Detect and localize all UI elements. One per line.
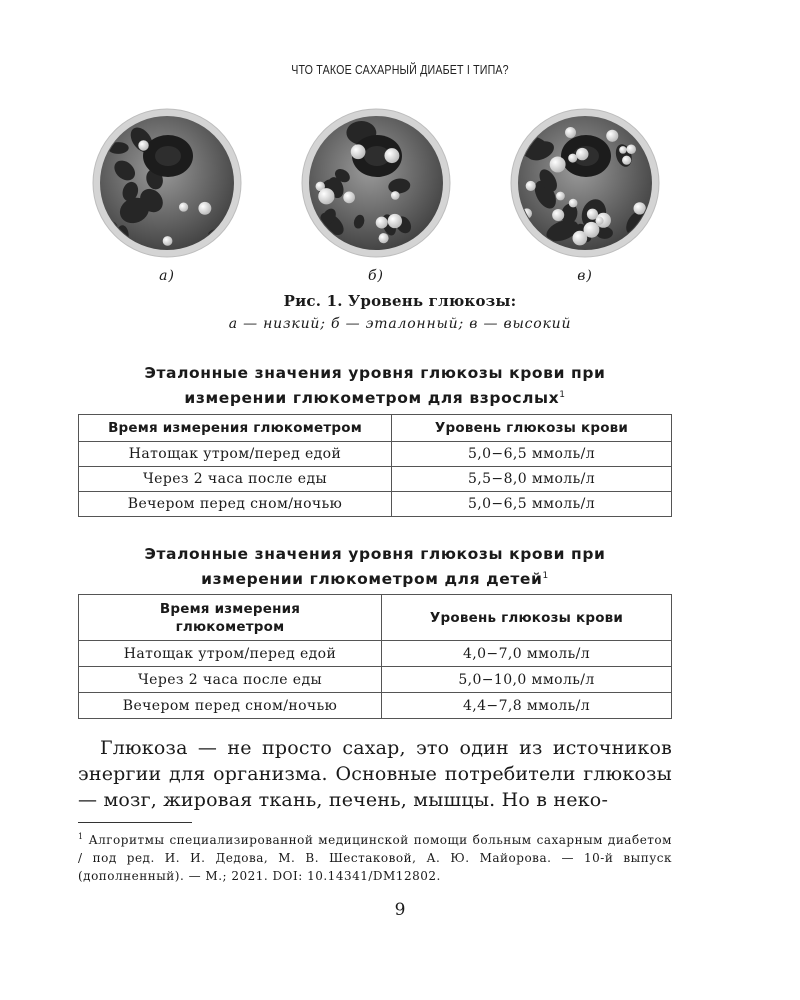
cell-time: Вечером перед сном/ночью: [79, 492, 392, 517]
table-children-title: [78, 543, 672, 590]
footnote-number: 1: [78, 832, 84, 841]
glucose-particle: [318, 188, 334, 204]
figure-high-glucose: [496, 108, 674, 258]
table-row: [79, 467, 672, 492]
cell-level: 4,4−7,8 ммоль/л: [382, 693, 672, 719]
glucose-particle: [619, 146, 626, 153]
glucose-particle: [550, 156, 566, 172]
table-header-row: [79, 595, 672, 641]
glucose-particle: [565, 127, 576, 138]
column-header-time: Время измерения глюкометром: [79, 415, 392, 442]
glucose-particle: [391, 191, 400, 200]
glucose-particle: [384, 148, 399, 163]
glucose-particle: [576, 148, 588, 160]
figure-label-b: б): [367, 268, 384, 284]
running-head: ЧТО ТАКОЕ САХАРНЫЙ ДИАБЕТ I ТИПА?: [291, 62, 509, 77]
table-row: [79, 492, 672, 517]
cell-time: Через 2 часа после еды: [79, 467, 392, 492]
table-adults: [78, 414, 672, 517]
glucose-particle: [343, 192, 355, 204]
figure-low-glucose: [78, 108, 256, 258]
figure-normal-glucose: [287, 108, 465, 258]
glucose-particle: [379, 233, 389, 243]
cell-level: 5,0−10,0 ммоль/л: [382, 667, 672, 693]
table-row: [79, 641, 672, 667]
table-header-row: [79, 415, 672, 442]
cell-time: Через 2 часа после еды: [79, 667, 382, 693]
cell-time: Натощак утром/перед едой: [79, 442, 392, 467]
blood-vessel-illustration-normal: [287, 108, 465, 258]
figure-subcaption: а — низкий; б — эталонный; в — высокий: [228, 316, 572, 332]
page-number: 9: [394, 900, 406, 920]
cell-time: Вечером перед сном/ночью: [79, 693, 382, 719]
column-header-level: Уровень глюкозы крови: [382, 595, 672, 641]
blood-vessel-illustration-low: [78, 108, 256, 258]
table-adults-title-line1: Эталонные значения уровня глюкозы крови при: [144, 364, 606, 382]
glucose-particle: [606, 130, 618, 142]
glucose-particle: [388, 214, 402, 228]
column-header-level: Уровень глюкозы крови: [392, 415, 672, 442]
cell-level: 5,5−8,0 ммоль/л: [392, 467, 672, 492]
table-row: [79, 442, 672, 467]
table-children: [78, 594, 672, 719]
table-children-title-line1: Эталонные значения уровня глюкозы крови при: [144, 545, 606, 563]
cell-level: 5,0−6,5 ммоль/л: [392, 442, 672, 467]
cell-level: 4,0−7,0 ммоль/л: [382, 641, 672, 667]
glucose-particle: [595, 217, 603, 225]
glucose-figures: [78, 108, 674, 258]
column-header-time: Время измерения глюкометром: [79, 595, 382, 641]
glucose-particle: [622, 156, 631, 165]
footnote-text: Алгоритмы специализированной медицинской помощи больным сахарным диабетом / под ред. И. И. Дедова, М. В. Шестаковой, А. Ю. Майорова. — 10-й выпуск (дополненный). — М.; 2021. DOI: 10.14341/DM12802.: [78, 833, 672, 883]
glucose-particle: [568, 154, 577, 163]
table-adults-title-line2: измерении глюкометром для взрослых$^1$: [184, 389, 566, 408]
glucose-particle: [556, 192, 565, 201]
glucose-particle: [138, 140, 148, 150]
table-adults-title: [78, 362, 672, 409]
table-row: [79, 667, 672, 693]
footnote-divider: [78, 822, 192, 823]
table-row: [79, 693, 672, 719]
blood-vessel-illustration-high: [496, 108, 674, 258]
glucose-particle: [179, 203, 188, 212]
red-blood-cell-center: [155, 146, 181, 166]
glucose-particle: [526, 181, 536, 191]
figure-label-a: а): [159, 268, 175, 284]
glucose-particle: [198, 202, 211, 215]
footnote-mark: 1: [559, 390, 566, 400]
cell-level: 5,0−6,5 ммоль/л: [392, 492, 672, 517]
glucose-particle: [626, 144, 636, 154]
cell-time: Натощак утром/перед едой: [79, 641, 382, 667]
glucose-particle: [163, 236, 173, 246]
figure-label-c: в): [577, 268, 593, 284]
table-children-title-line2: измерении глюкометром для детей$^1$: [201, 570, 549, 589]
footnote-mark: 1: [542, 571, 549, 581]
glucose-particle: [569, 199, 578, 208]
glucose-particle: [351, 144, 366, 159]
figure-caption: Рис. 1. Уровень глюкозы:: [283, 292, 517, 310]
body-paragraph: [78, 735, 672, 813]
footnote: [78, 828, 672, 885]
glucose-particle: [587, 209, 598, 220]
body-text: Глюкоза — не просто сахар, это один из источников энергии для организма. Основные потребители глюкозы — мозг, жировая ткань, печень, мышцы. Но в неко-: [78, 737, 672, 811]
glucose-particle: [584, 222, 600, 238]
glucose-particle: [376, 217, 388, 229]
glucose-particle: [552, 209, 564, 221]
